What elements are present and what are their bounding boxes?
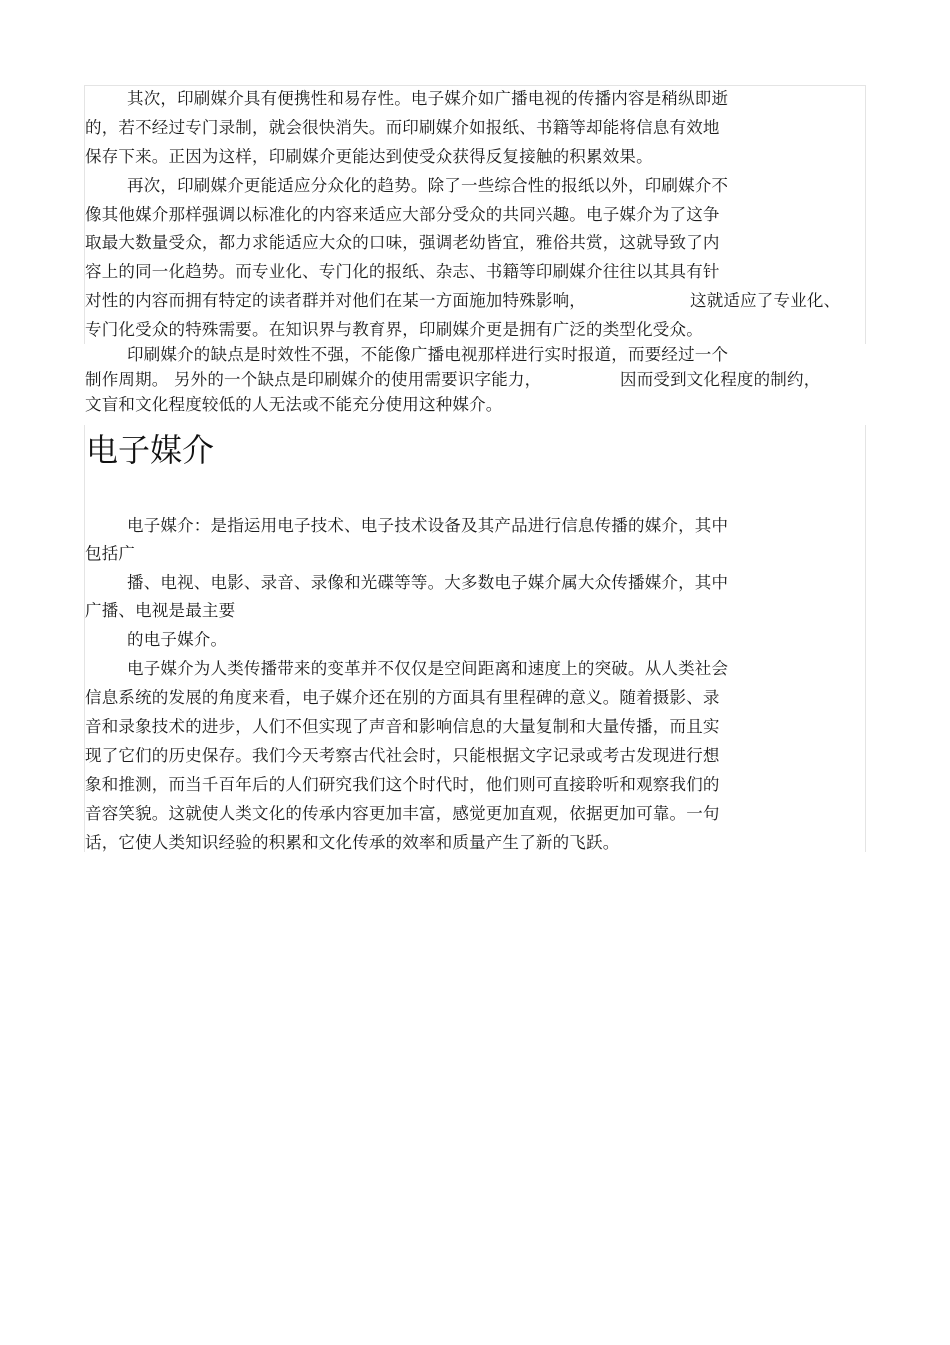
paragraph-line: 制作周期。 另外的一个缺点是印刷媒介的使用需要识字能力，	[85, 370, 542, 389]
paragraph-line: 象和推测，而当千百年后的人们研究我们这个时代时，他们则可直接聆听和观察我们的	[85, 775, 720, 794]
paragraph-line: 信息系统的发展的角度来看，电子媒介还在别的方面具有里程碑的意义。随着摄影、录	[85, 688, 720, 707]
paragraph-line: 再次，印刷媒介更能适应分众化的趋势。除了一些综合性的报纸以外，印刷媒介不	[127, 176, 729, 195]
paragraph-line: 文盲和文化程度较低的人无法或不能充分使用这种媒介。	[85, 395, 503, 414]
paragraph-line: 广播、电视是最主要	[85, 601, 236, 620]
paragraph-line: 像其他媒介那样强调以标准化的内容来适应大部分受众的共同兴趣。电子媒介为了这争	[85, 205, 720, 224]
section-heading: 电子媒介	[86, 431, 215, 469]
paragraph-line: 电子媒介：是指运用电子技术、电子技术设备及其产品进行信息传播的媒介，其中	[127, 516, 729, 535]
paragraph-line-continuation: 因而受到文化程度的制约，	[620, 370, 821, 389]
paragraph-line: 电子媒介为人类传播带来的变革并不仅仅是空间距离和速度上的突破。从人类社会	[127, 659, 729, 678]
paragraph-line: 容上的同一化趋势。而专业化、专门化的报纸、杂志、书籍等印刷媒介往往以其具有针	[85, 262, 720, 281]
paragraph-line: 印刷媒介的缺点是时效性不强，不能像广播电视那样进行实时报道，而要经过一个	[127, 345, 729, 364]
paragraph-line: 对性的内容而拥有特定的读者群并对他们在某一方面施加特殊影响，	[85, 291, 586, 310]
paragraph-line: 音容笑貌。这就使人类文化的传承内容更加丰富，感觉更加直观，依据更加可靠。一句	[85, 804, 720, 823]
paragraph-line: 播、电视、电影、录音、录像和光碟等等。大多数电子媒介属大众传播媒介，其中	[127, 573, 729, 592]
paragraph-line-continuation: 这就适应了专业化、	[690, 291, 841, 310]
paragraph-line: 音和录象技术的进步，人们不但实现了声音和影响信息的大量复制和大量传播，而且实	[85, 717, 720, 736]
paragraph-line: 专门化受众的特殊需要。在知识界与教育界，印刷媒介更是拥有广泛的类型化受众。	[85, 320, 703, 339]
paragraph-line: 包括广	[85, 544, 136, 563]
paragraph-line: 话，它使人类知识经验的积累和文化传承的效率和质量产生了新的飞跃。	[85, 833, 620, 852]
paragraph-line: 其次，印刷媒介具有便携性和易存性。电子媒介如广播电视的传播内容是稍纵即逝	[127, 89, 729, 108]
paragraph-line: 现了它们的历史保存。我们今天考察古代社会时，只能根据文字记录或考古发现进行想	[85, 746, 720, 765]
paragraph-line: 保存下来。正因为这样，印刷媒介更能达到使受众获得反复接触的积累效果。	[85, 147, 653, 166]
paragraph-line: 的，若不经过专门录制，就会很快消失。而印刷媒介如报纸、书籍等却能将信息有效地	[85, 118, 720, 137]
paragraph-line: 的电子媒介。	[127, 630, 228, 649]
paragraph-line: 取最大数量受众，都力求能适应大众的口味，强调老幼皆宜，雅俗共赏，这就导致了内	[85, 233, 720, 252]
